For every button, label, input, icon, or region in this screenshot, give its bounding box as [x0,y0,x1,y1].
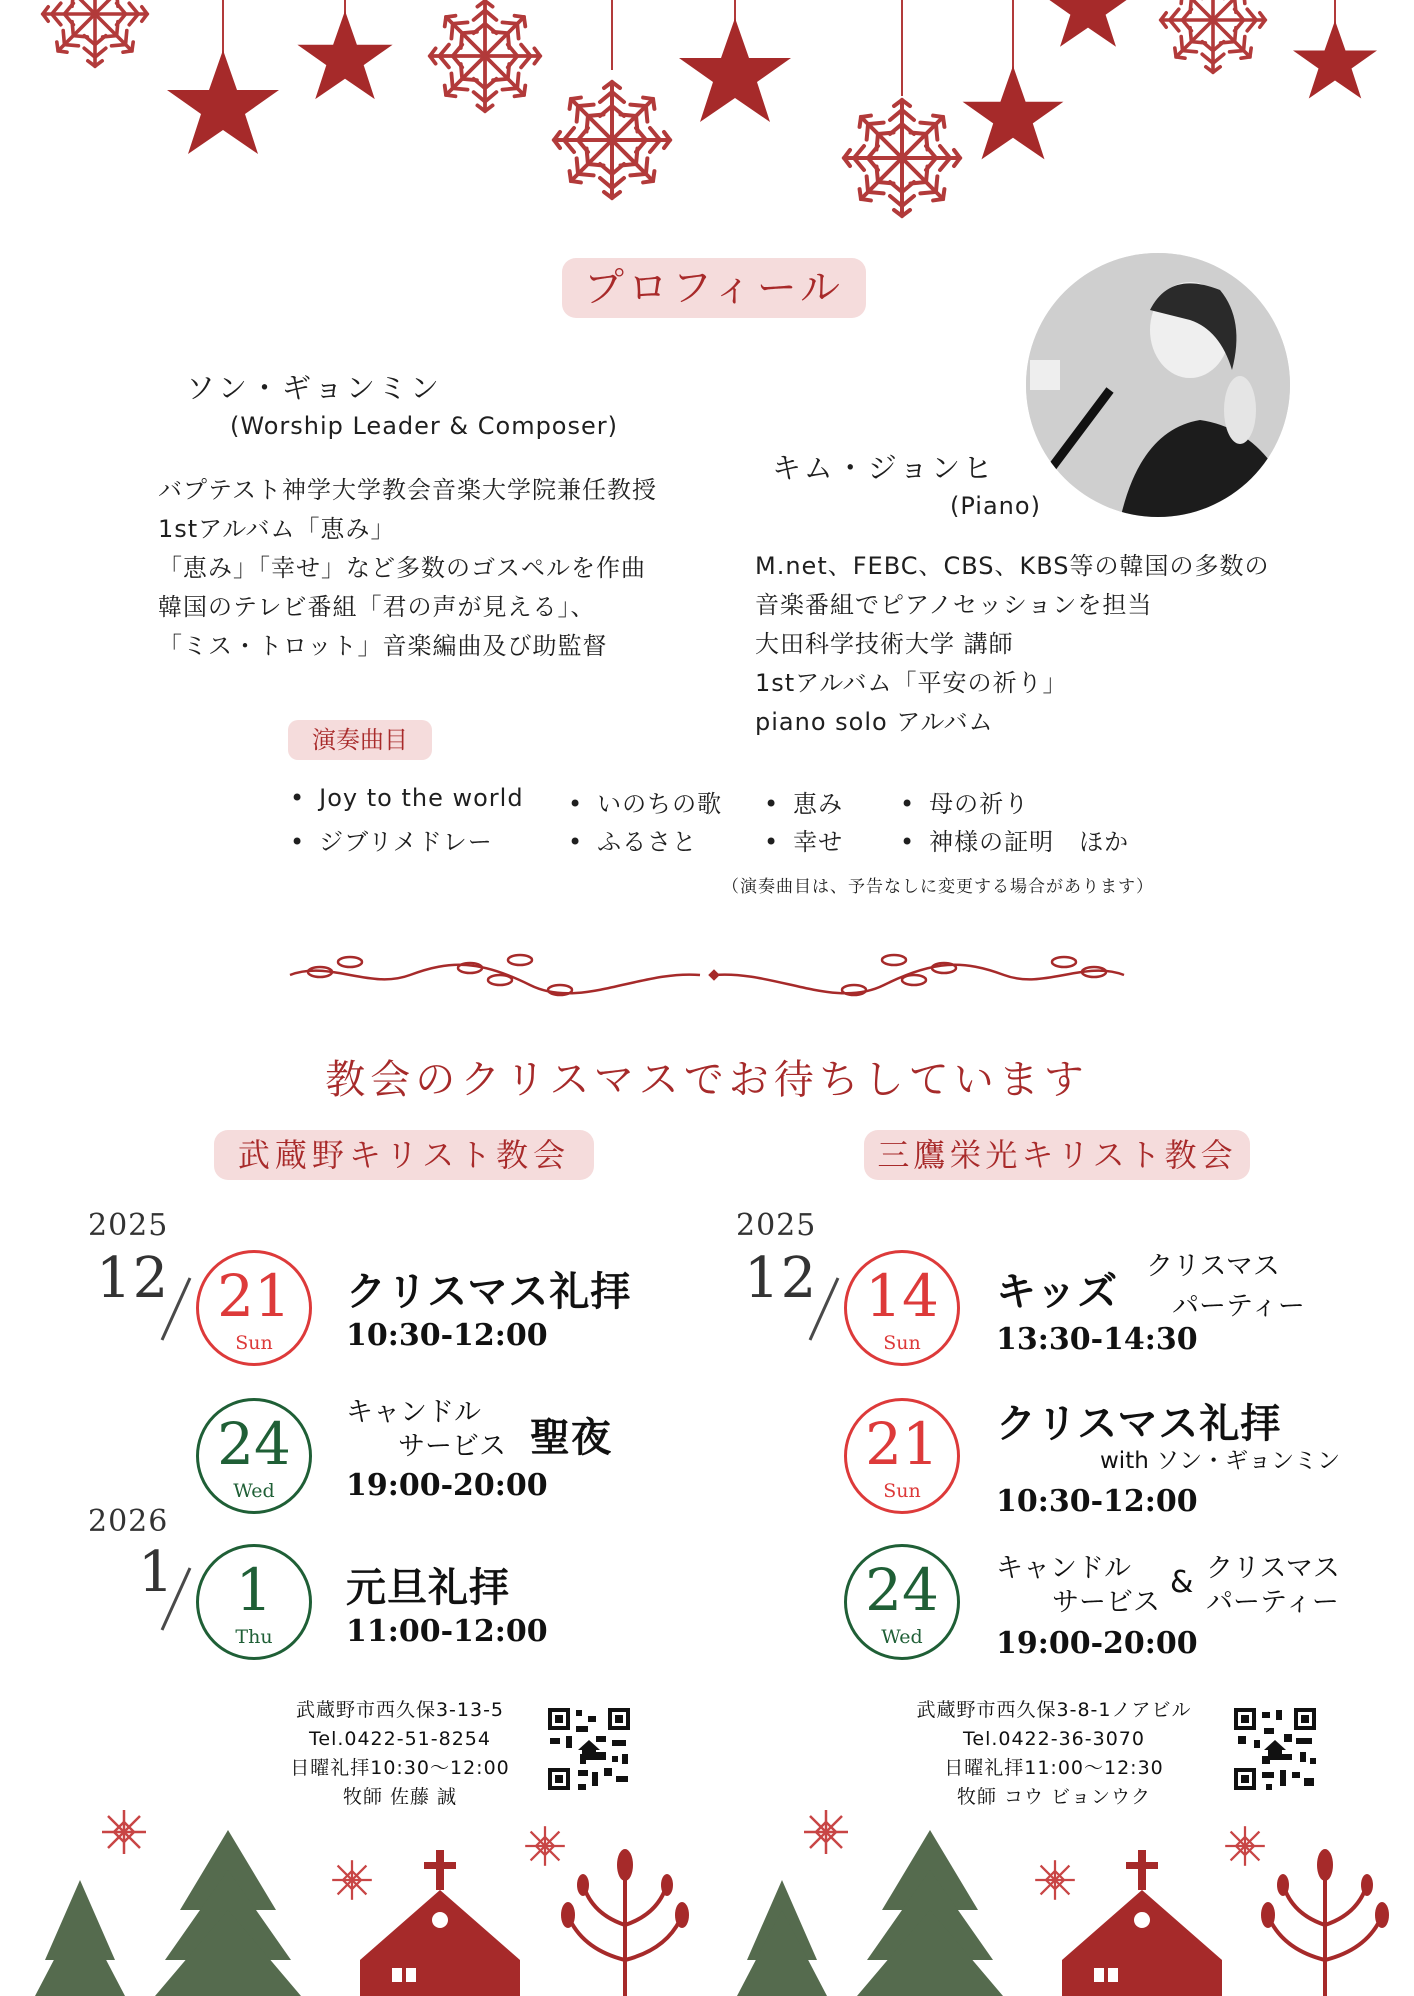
program-item-8: • 神様の証明 ほか [900,822,1129,857]
left-event-3-time: 11:00-12:00 [346,1614,548,1649]
qr-code-right [1232,1706,1318,1792]
left-event-2-line1: キャンドル [346,1397,481,1428]
divider-ornament [290,955,1124,995]
program-title: 演奏曲目 [288,720,432,760]
right-event-1-time: 13:30-14:30 [996,1322,1198,1357]
date-circle-left-21: 21 Sun [196,1250,312,1366]
left-bio-4: 韓国のテレビ番組「君の声が見える」、 [158,593,596,621]
right-bio-4: 1stアルバム「平安の祈り」 [755,669,1068,697]
date-circle-right-14: 14 Sun [844,1250,960,1366]
right-event-2-title: クリスマス礼拝 [996,1401,1282,1447]
program-item-3: • いのちの歌 [568,784,722,819]
right-event-3-amp: & [1170,1565,1194,1600]
left-church-address: 武蔵野市西久保3-13-5 Tel.0422-51-8254 日曜礼拝10:30～12:00 牧師 佐藤 誠 [290,1699,510,1808]
headline: 教会のクリスマスでお待ちしています [325,1057,1089,1103]
left-event-1-title: クリスマス礼拝 [346,1269,632,1315]
program-note: （演奏曲目は、予告なしに変更する場合があります） [722,877,1154,897]
left-event-2-time: 19:00-20:00 [346,1468,548,1503]
left-bio-3: 「恵み」「幸せ」など多数のゴスペルを作曲 [158,554,646,582]
qr-code-left [546,1706,632,1792]
left-year-2025: 2025 [88,1208,169,1243]
left-event-2-big: 聖夜 [530,1415,612,1461]
left-bio-1: バプテスト神学大学教会音楽大学院兼任教授 [158,476,658,504]
right-event-3-line1: キャンドル [996,1553,1131,1584]
right-performer-role: (Piano) [950,492,1041,520]
program-item-5: • 恵み [764,784,843,819]
left-month-1: 1 [138,1540,175,1605]
profile-photo [1020,250,1300,530]
left-month-12: 12 [96,1246,170,1311]
left-bio-5: 「ミス・トロット」音楽編曲及び助監督 [158,632,608,660]
right-month-12: 12 [744,1246,818,1311]
right-bio-1: M.net、FEBC、CBS、KBS等の韓国の多数の [755,552,1270,580]
bottom-scenery [35,1810,1389,1996]
program-item-1: • Joy to the world [290,784,524,812]
left-event-3-title: 元旦礼拝 [346,1565,510,1611]
right-event-3-line2: サービス [1052,1587,1160,1618]
right-event-2-subtitle: with ソン・ギョンミン [1100,1448,1341,1474]
right-event-3-line4: パーティー [1206,1587,1339,1618]
right-bio-5: piano solo アルバム [755,708,994,736]
left-year-2026: 2026 [88,1504,169,1539]
right-year-2025: 2025 [736,1208,817,1243]
date-circle-right-21: 21 Sun [844,1398,960,1514]
right-church-address: 武蔵野市西久保3-8-1ノアビル Tel.0422-36-3070 日曜礼拝11:00～12:30 牧師 コウ ビョンウク [916,1699,1192,1808]
right-event-3-time: 19:00-20:00 [996,1626,1198,1661]
date-circle-left-1: 1 Thu [196,1544,312,1660]
left-performer-role: (Worship Leader & Composer) [230,412,618,440]
right-church-name: 三鷹栄光キリスト教会 [864,1130,1250,1180]
left-event-1-time: 10:30-12:00 [346,1318,548,1353]
right-bio-2: 音楽番組でピアノセッションを担当 [755,591,1153,619]
right-event-3-line3: クリスマス [1206,1553,1340,1584]
program-item-7: • 母の祈り [900,784,1029,819]
date-circle-left-24: 24 Wed [196,1398,312,1514]
program-item-4: • ふるさと [568,822,697,857]
right-event-1-title: キッズ [996,1269,1119,1315]
right-event-1-line1: クリスマス [1146,1251,1280,1282]
profile-section-title: プロフィール [562,258,866,318]
program-item-2: • ジブリメドレー [290,822,493,857]
program-item-6: • 幸せ [764,822,843,857]
right-event-1-line2: パーティー [1172,1291,1305,1322]
left-church-name: 武蔵野キリスト教会 [214,1130,594,1180]
left-bio-2: 1stアルバム「恵み」 [158,515,396,543]
right-bio-3: 大田科学技術大学 講師 [755,630,1014,658]
left-performer-name: ソン・ギョンミン [186,371,443,405]
date-circle-right-24: 24 Wed [844,1544,960,1660]
right-event-2-time: 10:30-12:00 [996,1484,1198,1519]
left-event-2-line2: サービス [398,1431,506,1462]
right-performer-name: キム・ジョンヒ [772,451,996,485]
